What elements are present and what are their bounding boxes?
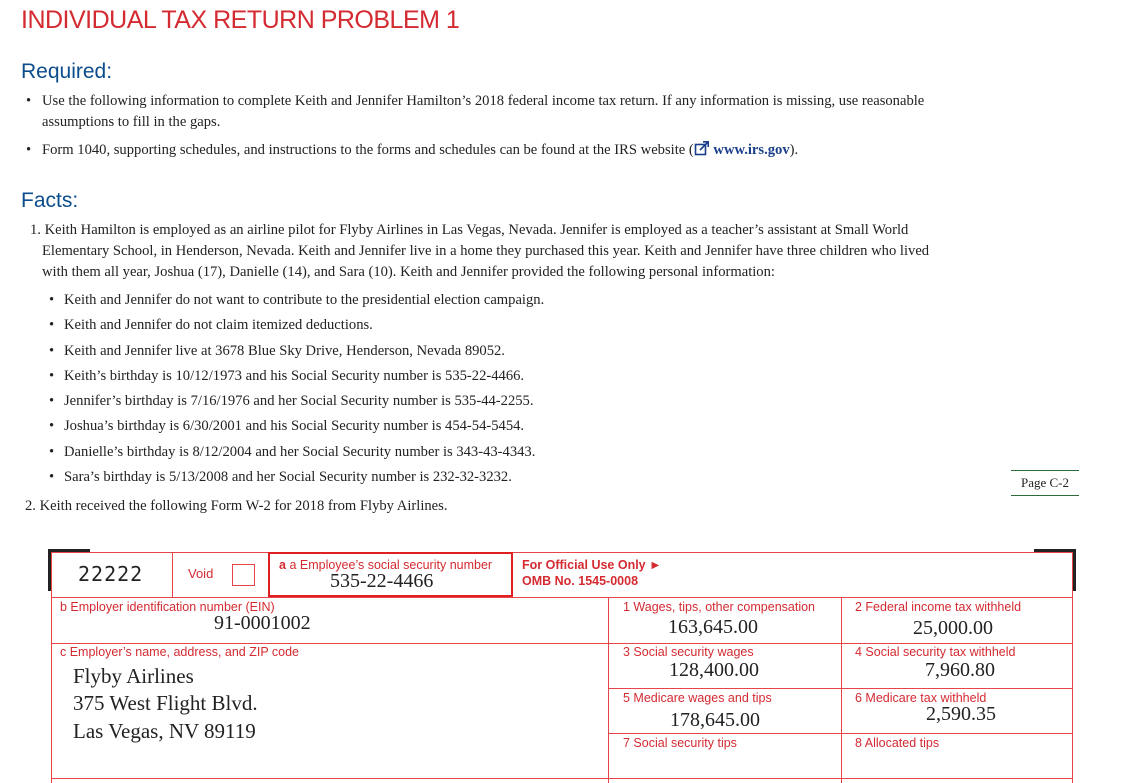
required-item-2: •: [26, 142, 32, 158]
list-item: •: [49, 292, 55, 308]
employee-ssn-label-text: a Employee’s social security number: [289, 558, 493, 572]
box5-label: 5 Medicare wages and tips: [623, 691, 772, 705]
facts-heading: Facts:: [21, 189, 79, 212]
form-code: 22222: [78, 562, 144, 586]
employer-name-line-2: 375 West Flight Blvd.: [73, 691, 258, 715]
form-row-divider: [608, 733, 1073, 734]
required-heading: Required:: [21, 60, 113, 83]
ein-value: 91-0001002: [214, 612, 311, 634]
fact-1-line-1: 1. Keith Hamilton is employed as an airline pilot for Flyby Airlines in Las Vegas, Nevada. Jennifer is employed as a teacher’s assistant at Small World: [30, 222, 909, 238]
fact-1-line-3: with them all year, Joshua (17), Danielle (14), and Sara (10). Keith and Jennifer provided the following personal information:: [42, 264, 775, 280]
required-item-1-line-1: Use the following information to complete Keith and Jennifer Hamilton’s 2018 federal income tax return. If any information is missing, use reasonable: [42, 93, 925, 109]
employee-ssn-value: 535-22-4466: [330, 570, 434, 592]
required-item-2-after: ).: [789, 142, 799, 158]
form-row-divider: [51, 597, 1073, 598]
employee-ssn-label: a a Employee’s social security number: [279, 558, 493, 572]
box1-value: 163,645.00: [668, 616, 758, 638]
ein-label-text: b Employer identification number (EIN): [60, 600, 275, 614]
list-item-text: Keith and Jennifer live at 3678 Blue Sky Drive, Henderson, Nevada 89052.: [64, 343, 505, 359]
box8-label: 8 Allocated tips: [855, 736, 940, 750]
box7-label: 7 Social security tips: [623, 736, 737, 750]
corner-mark: [1073, 549, 1076, 591]
list-item-text: Jennifer’s birthday is 7/16/1976 and her Social Security number is 535-44-2255.: [64, 393, 534, 409]
required-item-1: •: [26, 93, 32, 109]
form-col-divider: [841, 597, 842, 783]
form-border-right: [1072, 552, 1073, 783]
box2-value: 25,000.00: [913, 617, 993, 639]
form-row-divider: [608, 643, 1073, 644]
box6-value: 2,590.35: [926, 703, 996, 725]
list-item-text: Keith and Jennifer do not want to contribute to the presidential election campaign.: [64, 292, 545, 308]
required-item-1-line-2: assumptions to fill in the gaps.: [42, 114, 221, 130]
box6-label: 6 Medicare tax withheld: [855, 691, 987, 705]
box2-label: 2 Federal income tax withheld: [855, 600, 1022, 614]
required-item-2-text: [42, 140, 798, 163]
employer-name-label: c Employer’s name, address, and ZIP code: [60, 645, 300, 659]
form-col-divider: [172, 552, 173, 597]
list-item: •: [49, 368, 55, 384]
form-row-divider: [51, 778, 1073, 779]
box4-label: 4 Social security tax withheld: [855, 645, 1016, 659]
employer-name-line-3: Las Vegas, NV 89119: [73, 719, 256, 743]
form-border-left: [51, 552, 52, 783]
fact-2-paragraph: 2. Keith received the following Form W-2 for 2018 from Flyby Airlines.: [25, 498, 448, 514]
official-use-label: For Official Use Only ►: [522, 558, 662, 572]
box1-label: 1 Wages, tips, other compensation: [623, 600, 815, 614]
box4-value: 7,960.80: [925, 659, 995, 681]
page-number-label: Page C-2: [1011, 470, 1079, 496]
employer-name-line-1: Flyby Airlines: [73, 664, 194, 688]
omb-number-label: OMB No. 1545-0008: [522, 574, 639, 588]
list-item: •: [49, 418, 55, 434]
list-item-text: Danielle’s birthday is 8/12/2004 and her Social Security number is 343-43-4343.: [64, 444, 536, 460]
page-title: INDIVIDUAL TAX RETURN PROBLEM 1: [21, 6, 460, 34]
fact-1-line-2: Elementary School, in Henderson, Nevada. Keith and Jennifer live in a home they purchased this year. Keith and Jennifer have three children who lived: [42, 243, 930, 259]
form-border-top: [51, 552, 1073, 553]
list-item: •: [49, 393, 55, 409]
void-label: Void: [188, 566, 214, 581]
list-item-text: Sara’s birthday is 5/13/2008 and her Social Security number is 232-32-3232.: [64, 469, 512, 485]
irs-website-link[interactable]: www.irs.gov: [713, 142, 790, 158]
list-item: •: [49, 469, 55, 485]
box3-label: 3 Social security wages: [623, 645, 754, 659]
required-item-2-before: Form 1040, supporting schedules, and instructions to the forms and schedules can be found at the IRS website (: [42, 142, 694, 158]
list-item: •: [49, 444, 55, 460]
fact-1-paragraph: [30, 220, 1100, 283]
list-item: •: [49, 317, 55, 333]
external-link-icon[interactable]: [694, 140, 710, 163]
form-row-divider: [608, 688, 1073, 689]
form-col-divider: [608, 597, 609, 783]
required-item-1-text: [42, 91, 1102, 133]
list-item: •: [49, 343, 55, 359]
list-item-text: Joshua’s birthday is 6/30/2001 and his Social Security number is 454-54-5454.: [64, 418, 525, 434]
list-item-text: Keith’s birthday is 10/12/1973 and his Social Security number is 535-22-4466.: [64, 368, 525, 384]
box5-value: 178,645.00: [670, 709, 760, 731]
form-row-divider: [51, 643, 609, 644]
list-item-text: Keith and Jennifer do not claim itemized deductions.: [64, 317, 373, 333]
box3-value: 128,400.00: [669, 659, 759, 681]
void-checkbox[interactable]: [232, 564, 255, 586]
